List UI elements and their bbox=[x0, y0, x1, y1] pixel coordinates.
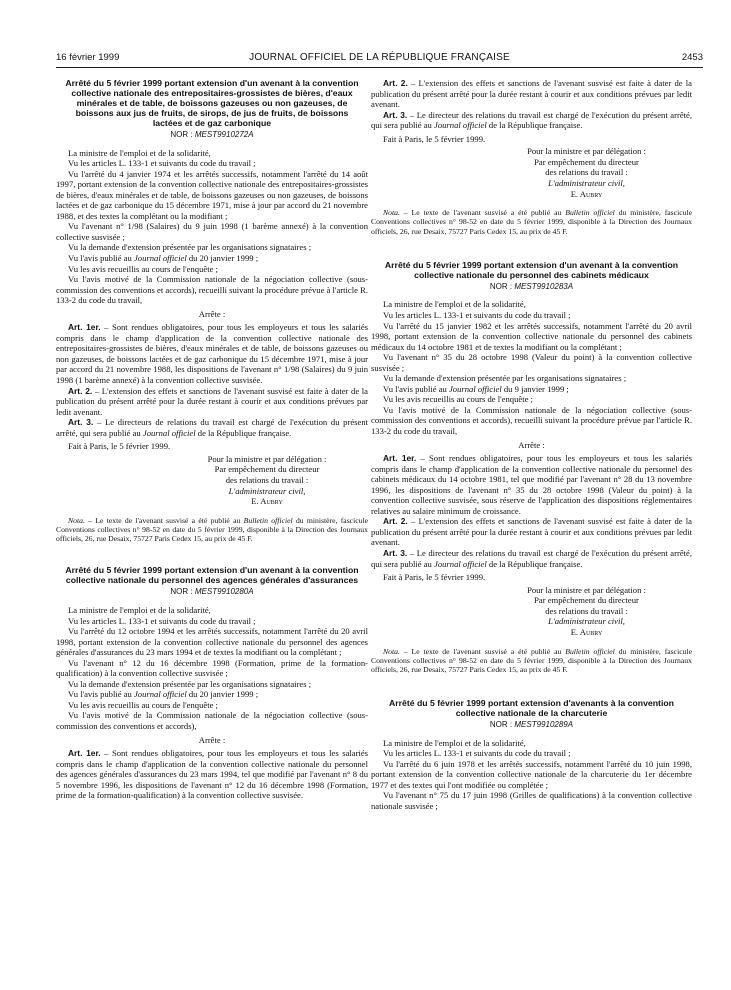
text-span: Vu l'avis publié au bbox=[68, 253, 132, 264]
signature-line: des relations du travail : bbox=[545, 167, 628, 178]
text-span: – Le texte de l'avenant susvisé a été publié au bbox=[403, 208, 562, 218]
signature-title: L'administrateur civil, bbox=[228, 485, 306, 496]
art-label: Art. 2. bbox=[383, 78, 408, 88]
bulletin-ref: Bulletin officiel bbox=[565, 208, 615, 218]
article-title: Arrêté du 5 février 1999 portant extension d'un avenant à la convention collective nationale des entrepositaires-grossistes de bières, d'eaux minérales et de table, de boissons gazeuses ou non gazeuses, de boissons aux jus de fruits, de sirops, de jus de fruits, de boissons lactées et de gaz carbonique bbox=[65, 78, 359, 128]
bulletin-ref: Bulletin officiel bbox=[565, 646, 615, 656]
date-place: Fait à Paris, le 5 février 1999. bbox=[383, 572, 486, 583]
signature-line: Par empêchement du directeur bbox=[214, 464, 320, 475]
nota-label: Nota. bbox=[383, 646, 400, 656]
article-title: Arrêté du 5 février 1999 portant extension d'un avenant à la convention collective nationale du personnel des agences générales d'assurances bbox=[65, 565, 359, 586]
nor-label: NOR : bbox=[489, 281, 513, 291]
text-span: L'extension des effets et sanctions de l'avenant susvisé est faite à dater de la publication du présent arrêté pour la durée restant à courir et aux conditions prévues par ledit avenant. bbox=[371, 516, 692, 548]
text-span: Sont rendues obligatoires, pour tous les employeurs et tous les salariés compris dans le champ d'application de la convention collective nationale du personnel des cabinets médicaux du 14 octobre 1981, tel que modifié par l'avenant n° 28 du 13 novembre 1996, les dispositions de l'avenant n° 35 du 28 octobre 1998 (Valeur du point) à la convention collective susvisée, sous réserve de l'application des dispositions réglementaires relatives au salaire minimum de croissance. bbox=[371, 453, 692, 516]
spacer bbox=[371, 674, 692, 698]
paragraph: La ministre de l'emploi et de la solidarité, bbox=[68, 604, 211, 615]
paragraph: Vu l'avenant n° 35 du 28 octobre 1998 (Valeur du point) à la convention collective susvisée ; bbox=[371, 352, 692, 373]
article-title: Arrêté du 5 février 1999 portant extension d'avenants à la convention collective nationale de la charcuterie bbox=[389, 698, 674, 719]
paragraph: Vu l'avis motivé de la Commission nationale de la négociation collective (sous-commission des conventions et accords), bbox=[56, 710, 368, 731]
signatory-name: E. Aubry bbox=[570, 188, 603, 199]
signatory-name: E. Aubry bbox=[251, 496, 283, 507]
paragraph: Vu les articles L. 133-1 et suivants du code du travail ; bbox=[383, 309, 571, 320]
paragraph bbox=[371, 384, 692, 395]
text-span: L'extension des effets et sanctions de l'avenant susvisé est faite à dater de la publication du présent arrêté pour la durée restant à courir et aux conditions prévues par ledit avenant. bbox=[371, 78, 692, 110]
nota bbox=[371, 647, 692, 675]
signature-block bbox=[481, 146, 692, 199]
header-rule bbox=[56, 67, 703, 68]
signature-block bbox=[166, 454, 368, 507]
text-span: du ministère, fascicule Conventions collectives n° 98-52 en date du 5 février 1999, disponible à la Direction des Journaux officiels, 26, rue Desaix, 75727 Paris Cedex 15, au prix de 45 F. bbox=[371, 646, 692, 674]
article-paragraph: Art. 2. – L'extension des effets et sanctions de l'avenant susvisé est faite à dater de la publication du présent arrêté pour la durée restant à courir et aux conditions prévues par ledit avenant. bbox=[371, 78, 692, 110]
text-span: Le directeurs de relations du travail est chargé de l'exécution du présent arrêté, qui sera publié au bbox=[56, 417, 368, 438]
paragraph: Vu les avis recueillis au cours de l'enquête ; bbox=[383, 394, 533, 405]
paragraph: Vu la demande d'extension présentée par les organisations signataires ; bbox=[68, 678, 312, 689]
paragraph: Vu les articles L. 133-1 et suivants du code du travail ; bbox=[383, 748, 571, 759]
text-span: du ministère, fascicule Conventions collectives n° 98-52 en date du 5 février 1999, disponible à la Direction des Journaux officiels, 26, rue Desaix, 75727 Paris Cedex 15, au prix de 45 F. bbox=[56, 515, 368, 544]
art-label: Art. 3. bbox=[68, 417, 94, 428]
text-span: Sont rendues obligatoires, pour tous les employeurs et tous les salariés compris dans le champ d'application de la convention collective nationale des entrepositaires-grossistes de bières, d'eaux minérales et de table, de boissons gazeuses ou non gazeuses, de boissons lactées et de gaz carbonique du 15 décembre 1971, mise à jour par accord du 21 novembre 1988, les dispositions de l'avenant n° 1/98 (Salaires) du 9 juin 1998 (1 barème annexé) à la convention collective susvisée. bbox=[56, 322, 368, 386]
signature-line: Pour la ministre et par délégation : bbox=[527, 584, 646, 595]
paragraph: La ministre de l'emploi et de la solidarité, bbox=[383, 737, 526, 748]
paragraph: Vu l'arrêté du 12 octobre 1994 et les arrêtés successifs, notamment l'arrêté du 20 avril 1998, portant extension de la convention collective nationale du personnel des agences générales d'assurances du 23 mars 1994 et de textes la modifiant ou la complétant ; bbox=[56, 626, 368, 658]
art-label: Art. 3. bbox=[383, 109, 408, 120]
nota bbox=[56, 516, 368, 544]
signature-line: des relations du travail : bbox=[225, 475, 309, 486]
right-column bbox=[371, 78, 692, 983]
text-span: du 9 janvier 1999 ; bbox=[503, 383, 569, 394]
nor-line bbox=[56, 587, 368, 598]
paragraph: Vu l'arrêté du 6 juin 1978 et les arrêtés successifs, notamment l'arrêté du 10 juin 1998, portant extension de la convention collective nationale de la charcuterie du 1er décembre 1977 et des textes qui l'ont modifiée ou complétée ; bbox=[371, 758, 692, 790]
signature-title: L'administrateur civil, bbox=[548, 616, 625, 627]
nota-label: Nota. bbox=[68, 515, 85, 525]
paragraph: Vu l'avenant n° 1/98 (Salaires) du 9 juin 1998 (1 barème annexé) à la convention collective susvisée ; bbox=[56, 221, 368, 242]
paragraph: Vu les articles L. 133-1 et suivants du code du travail ; bbox=[68, 158, 256, 169]
signature-title: L'administrateur civil, bbox=[548, 178, 625, 189]
text-span: de la République française. bbox=[197, 427, 292, 438]
header-date: 16 février 1999 bbox=[56, 52, 120, 63]
paragraph bbox=[56, 253, 368, 264]
paragraph: Vu les avis recueillis au cours de l'enquête ; bbox=[68, 263, 218, 274]
nor-code: MEST9910283A bbox=[514, 281, 574, 291]
text-span: L'extension des effets et sanctions de l'avenant susvisé est faite à dater de la publication du présent arrêté pour la durée restant à courir et aux conditions prévues par ledit avenant. bbox=[56, 385, 368, 417]
article-title: Arrêté du 5 février 1999 portant extension d'un avenant à la convention collective nationale du personnel des cabinets médicaux bbox=[384, 259, 679, 280]
art-label: Art. 1er. bbox=[383, 453, 417, 464]
arrete-heading: Arrête : bbox=[518, 439, 545, 450]
nor-code: MEST9910280A bbox=[194, 587, 254, 597]
date-place: Fait à Paris, le 5 février 1999. bbox=[383, 133, 486, 144]
paragraph: Vu l'avis motivé de la Commission nationale de la négociation collective (sous-commission des conventions et accords), recueilli suivant la procédure prévue à l'article R. 133-2 du code du travail, bbox=[56, 274, 368, 306]
text-span: Vu l'avis publié au bbox=[383, 383, 447, 394]
paragraph bbox=[56, 689, 368, 700]
nor-label: NOR : bbox=[489, 720, 513, 730]
paragraph: Vu l'arrêté du 4 janvier 1974 et les arrêtés successifs, notamment l'arrêté du 14 août 1997, portant extension de la convention collective nationale des entrepositaires-grossistes de bières, d'eaux minérales et de table, de boissons gazeuses ou non gazeuses, de boissons lactées et de gaz carbonique du 15 décembre 1971, mise à jour par accord du 21 novembre 1988, et des textes la complétant ou la modifiant ; bbox=[56, 168, 368, 221]
article-paragraph: Art. 3. – Le directeurs de relations du travail est chargé de l'exécution du présent arrêté, qui sera publié au Journal officiel de la République française. bbox=[56, 417, 368, 438]
text-span: du 20 janvier 1999 ; bbox=[188, 689, 259, 700]
article-paragraph: Art. 2. – L'extension des effets et sanctions de l'avenant susvisé est faite à dater de la publication du présent arrêté pour la durée restant à courir et aux conditions prévues par ledit avenant. bbox=[56, 385, 368, 417]
nor-code: MEST9910272A bbox=[194, 130, 254, 139]
art-label: Art. 2. bbox=[383, 516, 408, 527]
nor-line bbox=[371, 720, 692, 731]
nota-label: Nota. bbox=[383, 208, 400, 218]
spacer bbox=[371, 236, 692, 260]
journal-ref: Journal officiel bbox=[434, 558, 487, 569]
paragraph: Vu les avis recueillis au cours de l'enquête ; bbox=[68, 699, 218, 710]
bulletin-ref: Bulletin officiel bbox=[243, 515, 293, 525]
paragraph: Vu la demande d'extension présentée par les organisations signataires ; bbox=[68, 242, 312, 253]
article-paragraph: Art. 2. – L'extension des effets et sanctions de l'avenant susvisé est faite à dater de la publication du présent arrêté pour la durée restant à courir et aux conditions prévues par ledit avenant. bbox=[371, 516, 692, 548]
nor-label: NOR : bbox=[170, 130, 193, 139]
paragraph: Vu l'avenant n° 12 du 16 décembre 1998 (Formation, prime de la formation-qualification) à la convention collective susvisée ; bbox=[56, 657, 368, 679]
nota bbox=[371, 208, 692, 236]
page-header bbox=[56, 52, 703, 66]
art-label: Art. 3. bbox=[383, 547, 408, 558]
date-place: Fait à Paris, le 5 février 1999. bbox=[68, 441, 171, 452]
nor-line bbox=[56, 130, 368, 141]
journal-ref: Journal officiel bbox=[434, 120, 487, 131]
text-span: du ministère, fascicule Conventions collectives n° 98-52 en date du 5 février 1999, disponible à la Direction des Journaux officiels, 26, rue Desaix, 75727 Paris Cedex 15, au prix de 45 F. bbox=[371, 208, 692, 236]
article-paragraph: Art. 1er. – Sont rendues obligatoires, pour tous les employeurs et tous les salariés compris dans le champ d'application de la convention collective nationale du personnel des agences générales d'assurances du 23 mars 1994, tel que modifié par l'avenant n° 8 du 5 novembre 1996, les dispositions de l'avenant n° 12 du 16 décembre 1998 (Formation, prime de la formation-qualification) à la convention collective susvisée. bbox=[56, 748, 368, 801]
journal-ref: Journal officiel bbox=[142, 427, 196, 438]
paragraph: Vu l'avis motivé de la Commission nationale de la négociation collective (sous-commission des conventions et accords), recueilli suivant la procédure prévue par l'article R. 133-2 du code du travail, bbox=[371, 404, 692, 436]
journal-ref: Journal officiel bbox=[133, 253, 187, 264]
art-label: Art. 1er. bbox=[68, 748, 101, 759]
journal-ref: Journal officiel bbox=[133, 689, 187, 700]
text-span: du 20 janvier 1999 ; bbox=[188, 253, 259, 264]
signature-line: Pour la ministre et par délégation : bbox=[207, 453, 327, 464]
text-span: de la République française. bbox=[488, 120, 583, 131]
text-span: – Le texte de l'avenant susvisé a été publié au bbox=[88, 515, 241, 525]
text-span: de la République française. bbox=[488, 558, 583, 569]
nor-code: MEST9910289A bbox=[514, 720, 574, 730]
paragraph: Vu l'avenant n° 75 du 17 juin 1998 (Grilles de qualifications) à la convention collective nationale susvisée ; bbox=[371, 790, 692, 812]
paragraph: Vu les articles L. 133-1 et suivants du code du travail ; bbox=[68, 615, 256, 626]
signature-line: des relations du travail : bbox=[545, 605, 628, 616]
text-span: – Le texte de l'avenant susvisé a été publié au bbox=[403, 646, 562, 656]
paragraph: La ministre de l'emploi et de la solidarité, bbox=[383, 299, 526, 310]
arrete-heading: Arrête : bbox=[198, 734, 226, 745]
text-span: Le directeur des relations du travail est chargé de l'exécution du présent arrêté, qui sera publié au bbox=[371, 109, 692, 131]
text-span: Le directeur des relations du travail est chargé de l'exécution du présent arrêté, qui sera publié au bbox=[371, 547, 692, 569]
signature-line: Par empêchement du directeur bbox=[534, 156, 639, 167]
article-paragraph: Art. 3. – Le directeur des relations du travail est chargé de l'exécution du présent arrêté, qui sera publié au Journal officiel de la République française. bbox=[371, 109, 692, 131]
journal-title: JOURNAL OFFICIEL DE LA RÉPUBLIQUE FRANÇAISE bbox=[249, 52, 510, 63]
signature-line: Par empêchement du directeur bbox=[534, 595, 639, 606]
art-label: Art. 1er. bbox=[68, 322, 101, 333]
page-number: 2453 bbox=[681, 52, 703, 63]
signature-block bbox=[481, 585, 692, 638]
art-label: Art. 2. bbox=[68, 385, 93, 396]
left-column bbox=[56, 78, 368, 983]
article-paragraph: Art. 3. – Le directeur des relations du travail est chargé de l'exécution du présent arrêté, qui sera publié au Journal officiel de la République française. bbox=[371, 547, 692, 569]
text-span: Sont rendues obligatoires, pour tous les employeurs et tous les salariés compris dans le champ d'application de la convention collective nationale du personnel des agences générales d'assurances du 23 mars 1994, tel que modifié par l'avenant n° 8 du 5 novembre 1996, les dispositions de l'avenant n° 12 du 16 décembre 1998 (Formation, prime de la formation-qualification) à la convention collective susvisée. bbox=[56, 748, 368, 801]
nor-label: NOR : bbox=[170, 587, 193, 597]
article-paragraph: Art. 1er. – Sont rendues obligatoires, pour tous les employeurs et tous les salariés compris dans le champ d'application de la convention collective nationale des entrepositaires-grossistes de bières, d'eaux minérales et de table, de boissons gazeuses ou non gazeuses, de boissons lactées et de gaz carbonique du 15 décembre 1971, mise à jour par accord du 21 novembre 1988, les dispositions de l'avenant n° 1/98 (Salaires) du 9 juin 1998 (1 barème annexé) à la convention collective susvisée. bbox=[56, 322, 368, 386]
nor-line bbox=[371, 282, 692, 293]
paragraph: La ministre de l'emploi et de la solidarité, bbox=[68, 147, 211, 158]
paragraph: Vu la demande d'extension présentée par les organisations signataires ; bbox=[383, 373, 627, 384]
signature-line: Pour la ministre et par délégation : bbox=[527, 146, 646, 157]
paragraph: Vu l'arrêté du 15 janvier 1982 et les arrêtés successifs, notamment l'arrêté du 20 avril 1998, portant extension de la convention collective nationale du personnel des cabinets médicaux du 14 octobre 1981 et de textes la modifiant ou la complétant ; bbox=[371, 320, 692, 352]
spacer bbox=[56, 543, 368, 565]
arrete-heading: Arrête : bbox=[198, 308, 226, 319]
article-paragraph: Art. 1er. – Sont rendues obligatoires, pour tous les employeurs et tous les salariés compris dans le champ d'application de la convention collective nationale du personnel des cabinets médicaux du 14 octobre 1981, tel que modifié par l'avenant n° 28 du 13 novembre 1996, les dispositions de l'avenant n° 35 du 28 octobre 1998 (Valeur du point) à la convention collective susvisée, sous réserve de l'application des dispositions réglementaires relatives au salaire minimum de croissance. bbox=[371, 453, 692, 516]
signatory-name: E. Aubry bbox=[570, 627, 603, 637]
text-span: Vu l'avis publié au bbox=[68, 689, 132, 700]
journal-ref: Journal officiel bbox=[448, 383, 502, 394]
